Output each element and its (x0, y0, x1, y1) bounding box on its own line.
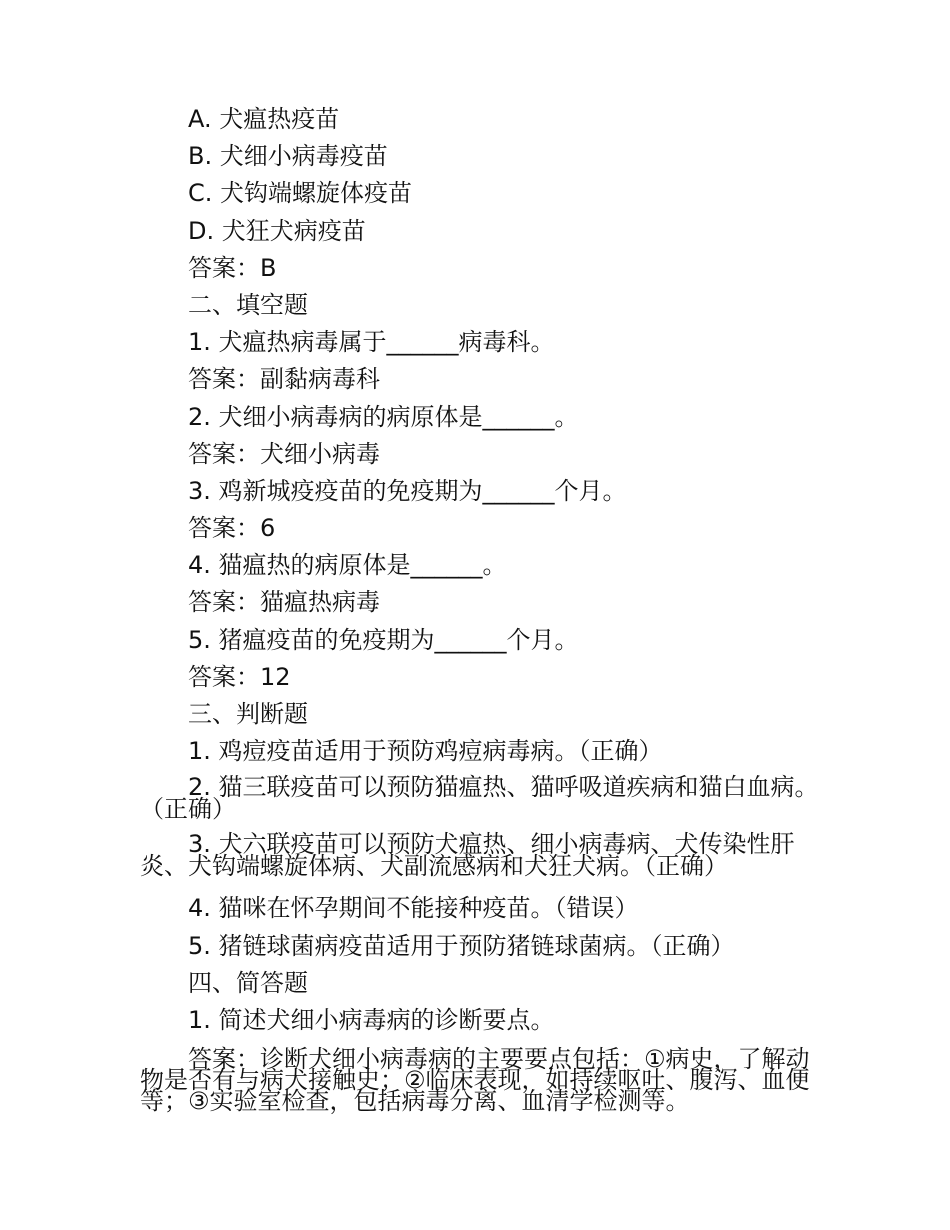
short-question-1: 1. 简述犬细小病毒病的诊断要点。 (188, 1005, 555, 1034)
section-short-answer: 四、简答题 (188, 968, 308, 997)
section-fill-blank: 二、填空题 (188, 290, 308, 319)
option-a: A. 犬瘟热疫苗 (188, 105, 340, 133)
fill-answer-2: 答案：犬细小病毒 (188, 439, 380, 468)
judge-item-3: 3. 犬六联疫苗可以预防犬瘟热、细小病毒病、犬传染性肝炎、犬钩端螺旋体病、犬副流感病和犬狂犬病。（正确） (140, 830, 795, 881)
fill-question-3: 3. 鸡新城疫疫苗的免疫期为______个月。 (188, 476, 627, 505)
document-body (140, 101, 820, 1116)
fill-question-1: 1. 犬瘟热病毒属于______病毒科。 (188, 328, 555, 357)
option-c: C. 犬钩端螺旋体疫苗 (188, 179, 413, 208)
fill-answer-5: 答案：12 (188, 662, 291, 691)
judge-item-4: 4. 猫咪在怀孕期间不能接种疫苗。（错误） (188, 894, 639, 923)
fill-question-2: 2. 犬细小病毒病的病原体是______。 (188, 402, 579, 431)
option-b: B. 犬细小病毒疫苗 (188, 142, 388, 171)
judge-item-1: 1. 鸡痘疫苗适用于预防鸡痘病毒病。（正确） (188, 737, 663, 766)
judge-item-2: 2. 猫三联疫苗可以预防猫瘟热、猫呼吸道疾病和猫白血病。（正确） (140, 773, 819, 824)
fill-answer-1: 答案：副黏病毒科 (188, 365, 380, 394)
fill-answer-4: 答案：猫瘟热病毒 (188, 588, 380, 617)
short-answer-1: 答案：诊断犬细小病毒病的主要要点包括：①病史，了解动物是否有与病犬接触史；②临床表现，如持续呕吐、腹泻、血便等；③实验室检查，包括病毒分离、血清学检测等。 (140, 1045, 810, 1116)
section-true-false: 三、判断题 (188, 700, 308, 728)
option-d: D. 犬狂犬病疫苗 (188, 216, 366, 245)
fill-question-5: 5. 猪瘟疫苗的免疫期为______个月。 (188, 625, 579, 654)
answer-choice: 答案：B (188, 253, 277, 282)
judge-item-5: 5. 猪链球菌病疫苗适用于预防猪链球菌病。（正确） (188, 931, 735, 960)
fill-question-4: 4. 猫瘟热的病原体是______。 (188, 551, 507, 580)
fill-answer-3: 答案：6 (188, 514, 276, 543)
